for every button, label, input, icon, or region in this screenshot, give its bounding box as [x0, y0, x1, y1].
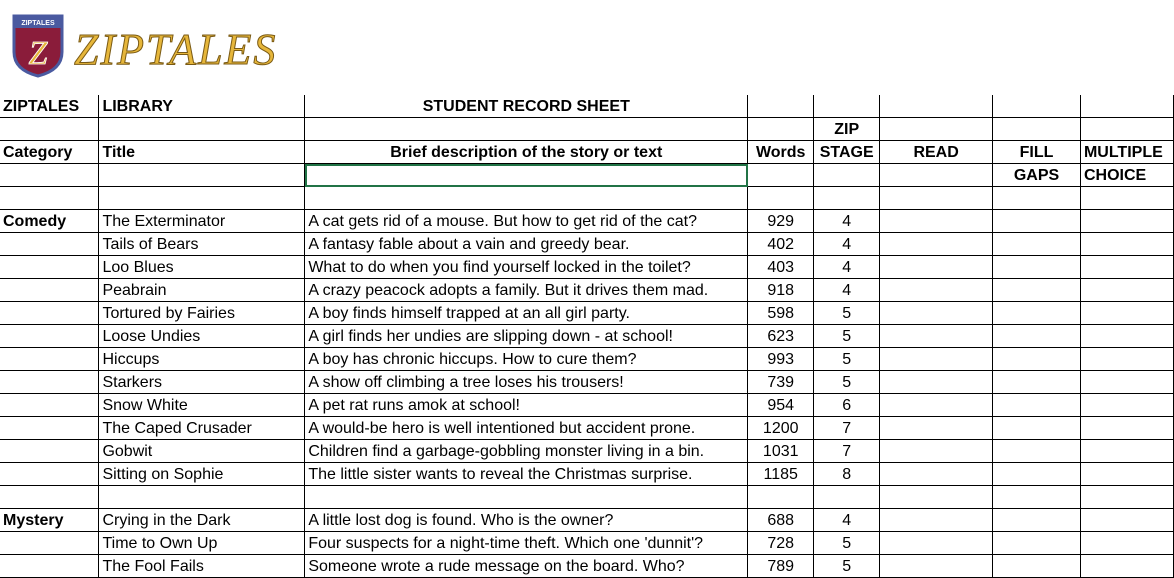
header-description[interactable]: Brief description of the story or text [305, 141, 748, 164]
cell-title[interactable]: Tortured by Fairies [99, 302, 305, 325]
header-row-3 [0, 141, 1174, 164]
cell-stage[interactable]: 6 [814, 394, 880, 417]
cell-fill-gaps[interactable] [993, 279, 1081, 302]
cell-words[interactable]: 598 [748, 302, 814, 325]
cell-category[interactable] [0, 486, 99, 509]
header-row-2 [0, 118, 1174, 141]
table-row [0, 463, 1174, 486]
cell[interactable] [99, 118, 305, 141]
header-fill[interactable]: FILL [993, 141, 1081, 164]
cell[interactable] [0, 118, 99, 141]
cell-category[interactable] [0, 532, 99, 555]
cell-words[interactable]: 739 [748, 371, 814, 394]
table-row [0, 279, 1174, 302]
cell-stage[interactable]: 5 [814, 348, 880, 371]
table-row [0, 532, 1174, 555]
cell-fill-gaps[interactable] [993, 394, 1081, 417]
cell-stage[interactable]: 8 [814, 463, 880, 486]
cell-multiple-choice[interactable] [1080, 555, 1173, 578]
cell-read[interactable] [880, 233, 993, 256]
cell-category[interactable] [0, 394, 99, 417]
header-read[interactable]: READ [880, 141, 993, 164]
table-row [0, 233, 1174, 256]
cell[interactable] [880, 187, 993, 210]
cell-description[interactable]: A boy finds himself trapped at an all girl party. [305, 302, 748, 325]
cell-fill-gaps[interactable] [993, 532, 1081, 555]
cell-read[interactable] [880, 210, 993, 233]
spacer-row [0, 187, 1174, 210]
cell-read[interactable] [880, 394, 993, 417]
cell-words[interactable]: 403 [748, 256, 814, 279]
cell[interactable] [880, 95, 993, 118]
cell-description[interactable] [305, 486, 748, 509]
cell-description[interactable]: A crazy peacock adopts a family. But it drives them mad. [305, 279, 748, 302]
cell-fill-gaps[interactable] [993, 302, 1081, 325]
cell-category[interactable] [0, 371, 99, 394]
cell-title[interactable]: Peabrain [99, 279, 305, 302]
ziptales-logo [10, 12, 310, 78]
cell-words[interactable]: 993 [748, 348, 814, 371]
cell-fill-gaps[interactable] [993, 210, 1081, 233]
cell-fill-gaps[interactable] [993, 371, 1081, 394]
cell[interactable] [1080, 118, 1173, 141]
table-row [0, 394, 1174, 417]
cell-description[interactable]: Someone wrote a rude message on the board. Who? [305, 555, 748, 578]
cell-title[interactable]: The Caped Crusader [99, 417, 305, 440]
table-row [0, 302, 1174, 325]
cell[interactable] [993, 187, 1081, 210]
cell[interactable] [748, 164, 814, 187]
cell-multiple-choice[interactable] [1080, 348, 1173, 371]
cell-read[interactable] [880, 509, 993, 532]
cell-words[interactable] [748, 486, 814, 509]
crest-icon [10, 12, 66, 78]
cell-title[interactable]: The Fool Fails [99, 555, 305, 578]
cell-stage[interactable]: 5 [814, 371, 880, 394]
cell-description[interactable]: A show off climbing a tree loses his trousers! [305, 371, 748, 394]
table-row [0, 371, 1174, 394]
cell-category[interactable] [0, 555, 99, 578]
cell-stage[interactable]: 7 [814, 440, 880, 463]
cell[interactable] [993, 95, 1081, 118]
cell-stage[interactable]: 5 [814, 302, 880, 325]
cell-multiple-choice[interactable] [1080, 302, 1173, 325]
cell-words[interactable]: 954 [748, 394, 814, 417]
record-sheet-table [0, 95, 1174, 578]
cell-words[interactable]: 728 [748, 532, 814, 555]
cell[interactable] [1080, 95, 1173, 118]
cell-description[interactable]: A little lost dog is found. Who is the owner? [305, 509, 748, 532]
cell-description[interactable]: A would-be hero is well intentioned but accident prone. [305, 417, 748, 440]
cell-read[interactable] [880, 348, 993, 371]
cell-multiple-choice[interactable] [1080, 463, 1173, 486]
cell-multiple-choice[interactable] [1080, 394, 1173, 417]
table-row [0, 348, 1174, 371]
cell-stage[interactable] [814, 486, 880, 509]
story-rows [0, 210, 1174, 578]
cell-sheet-title[interactable]: STUDENT RECORD SHEET [305, 95, 748, 118]
cell-title[interactable]: Crying in the Dark [99, 509, 305, 532]
cell-read[interactable] [880, 325, 993, 348]
cell-description[interactable]: A cat gets rid of a mouse. But how to get rid of the cat? [305, 210, 748, 233]
cell-title[interactable]: The Exterminator [99, 210, 305, 233]
cell-stage[interactable]: 5 [814, 325, 880, 348]
cell-title[interactable]: Time to Own Up [99, 532, 305, 555]
cell-title[interactable]: Snow White [99, 394, 305, 417]
cell-fill-gaps[interactable] [993, 348, 1081, 371]
cell-multiple-choice[interactable] [1080, 210, 1173, 233]
cell-multiple-choice[interactable] [1080, 509, 1173, 532]
cell-multiple-choice[interactable] [1080, 279, 1173, 302]
cell-fill-gaps[interactable] [993, 256, 1081, 279]
cell[interactable] [99, 164, 305, 187]
cell[interactable] [99, 187, 305, 210]
cell[interactable] [305, 187, 748, 210]
cell-read[interactable] [880, 532, 993, 555]
cell-description[interactable]: What to do when you find yourself locked in the toilet? [305, 256, 748, 279]
table-row [0, 555, 1174, 578]
header-category[interactable]: Category [0, 141, 99, 164]
header-title[interactable]: Title [99, 141, 305, 164]
cell-zip[interactable]: ZIP [814, 118, 880, 141]
cell-fill-gaps[interactable] [993, 440, 1081, 463]
cell-category[interactable] [0, 279, 99, 302]
header-stage[interactable]: STAGE [814, 141, 880, 164]
cell-multiple-choice[interactable] [1080, 440, 1173, 463]
cell-stage[interactable]: 4 [814, 279, 880, 302]
cell-category[interactable]: Comedy [0, 210, 99, 233]
cell-category[interactable] [0, 348, 99, 371]
cell-stage[interactable]: 7 [814, 417, 880, 440]
cell-read[interactable] [880, 440, 993, 463]
cell-description[interactable]: A fantasy fable about a vain and greedy bear. [305, 233, 748, 256]
table-row [0, 440, 1174, 463]
table-row [0, 486, 1174, 509]
cell-fill-gaps[interactable] [993, 463, 1081, 486]
header-row-1 [0, 95, 1174, 118]
header-words[interactable]: Words [748, 141, 814, 164]
cell-fill-gaps[interactable] [993, 555, 1081, 578]
cell-words[interactable]: 623 [748, 325, 814, 348]
cell-read[interactable] [880, 302, 993, 325]
cell[interactable] [814, 164, 880, 187]
table-row [0, 417, 1174, 440]
cell[interactable] [993, 118, 1081, 141]
cell-fill-gaps[interactable] [993, 417, 1081, 440]
cell-read[interactable] [880, 417, 993, 440]
cell-words[interactable]: 1200 [748, 417, 814, 440]
cell[interactable] [880, 164, 993, 187]
cell-description[interactable]: A girl finds her undies are slipping down - at school! [305, 325, 748, 348]
table-row [0, 256, 1174, 279]
cell-description[interactable]: A boy has chronic hiccups. How to cure them? [305, 348, 748, 371]
cell-category[interactable] [0, 302, 99, 325]
cell[interactable] [748, 118, 814, 141]
cell-fill-gaps[interactable] [993, 325, 1081, 348]
cell-title[interactable]: Tails of Bears [99, 233, 305, 256]
cell-words[interactable]: 1031 [748, 440, 814, 463]
cell-read[interactable] [880, 463, 993, 486]
cell-fill-gaps[interactable] [993, 486, 1081, 509]
cell-words[interactable]: 918 [748, 279, 814, 302]
header-gaps[interactable]: GAPS [993, 164, 1081, 187]
cell[interactable] [814, 95, 880, 118]
cell-stage[interactable]: 4 [814, 256, 880, 279]
cell[interactable] [748, 95, 814, 118]
table-row [0, 210, 1174, 233]
cell-read[interactable] [880, 486, 993, 509]
cell-words[interactable]: 402 [748, 233, 814, 256]
cell[interactable] [748, 187, 814, 210]
cell-category[interactable] [0, 233, 99, 256]
cell-multiple-choice[interactable] [1080, 486, 1173, 509]
cell-multiple-choice[interactable] [1080, 417, 1173, 440]
cell-fill-gaps[interactable] [993, 509, 1081, 532]
cell[interactable] [0, 164, 99, 187]
cell-category[interactable] [0, 256, 99, 279]
cell-library[interactable]: LIBRARY [99, 95, 305, 118]
cell-description[interactable]: The little sister wants to reveal the Christmas surprise. [305, 463, 748, 486]
logo-wordmark: ZIPTALES [74, 25, 278, 74]
cell-description[interactable]: Children find a garbage-gobbling monster living in a bin. [305, 440, 748, 463]
svg-text:Z: Z [28, 35, 48, 72]
cell-fill-gaps[interactable] [993, 233, 1081, 256]
cell-title[interactable]: Sitting on Sophie [99, 463, 305, 486]
cell-category[interactable] [0, 417, 99, 440]
cell-stage[interactable]: 4 [814, 233, 880, 256]
table-row [0, 325, 1174, 348]
cell-stage[interactable]: 4 [814, 210, 880, 233]
cell-multiple-choice[interactable] [1080, 325, 1173, 348]
cell[interactable] [305, 118, 748, 141]
cell-multiple-choice[interactable] [1080, 532, 1173, 555]
cell-ziptales[interactable]: ZIPTALES [0, 95, 99, 118]
cell[interactable] [814, 187, 880, 210]
cell[interactable] [0, 187, 99, 210]
svg-text:ZIPTALES: ZIPTALES [21, 20, 55, 27]
cell-title[interactable]: Loo Blues [99, 256, 305, 279]
cell-stage[interactable]: 5 [814, 532, 880, 555]
cell-read[interactable] [880, 256, 993, 279]
table-row [0, 509, 1174, 532]
cell-description[interactable]: A pet rat runs amok at school! [305, 394, 748, 417]
cell-title[interactable] [99, 486, 305, 509]
cell-read[interactable] [880, 555, 993, 578]
cell[interactable] [880, 118, 993, 141]
cell-words[interactable]: 929 [748, 210, 814, 233]
cell-category[interactable]: Mystery [0, 509, 99, 532]
cell-words[interactable]: 688 [748, 509, 814, 532]
cell[interactable] [1080, 187, 1173, 210]
cell-title[interactable]: Loose Undies [99, 325, 305, 348]
cell-read[interactable] [880, 371, 993, 394]
header-choice[interactable]: CHOICE [1080, 164, 1173, 187]
cell-multiple-choice[interactable] [1080, 256, 1173, 279]
cell-category[interactable] [0, 440, 99, 463]
cell-words[interactable]: 789 [748, 555, 814, 578]
cell-title[interactable]: Hiccups [99, 348, 305, 371]
header-row-4 [0, 164, 1174, 187]
selected-cell[interactable] [305, 164, 748, 187]
cell-read[interactable] [880, 279, 993, 302]
cell-description[interactable]: Four suspects for a night-time theft. Which one 'dunnit'? [305, 532, 748, 555]
cell-category[interactable] [0, 325, 99, 348]
cell-multiple-choice[interactable] [1080, 371, 1173, 394]
cell-title[interactable]: Starkers [99, 371, 305, 394]
header-multiple[interactable]: MULTIPLE [1080, 141, 1173, 164]
cell-category[interactable] [0, 463, 99, 486]
cell-words[interactable]: 1185 [748, 463, 814, 486]
cell-stage[interactable]: 4 [814, 509, 880, 532]
cell-title[interactable]: Gobwit [99, 440, 305, 463]
cell-multiple-choice[interactable] [1080, 233, 1173, 256]
cell-stage[interactable]: 5 [814, 555, 880, 578]
